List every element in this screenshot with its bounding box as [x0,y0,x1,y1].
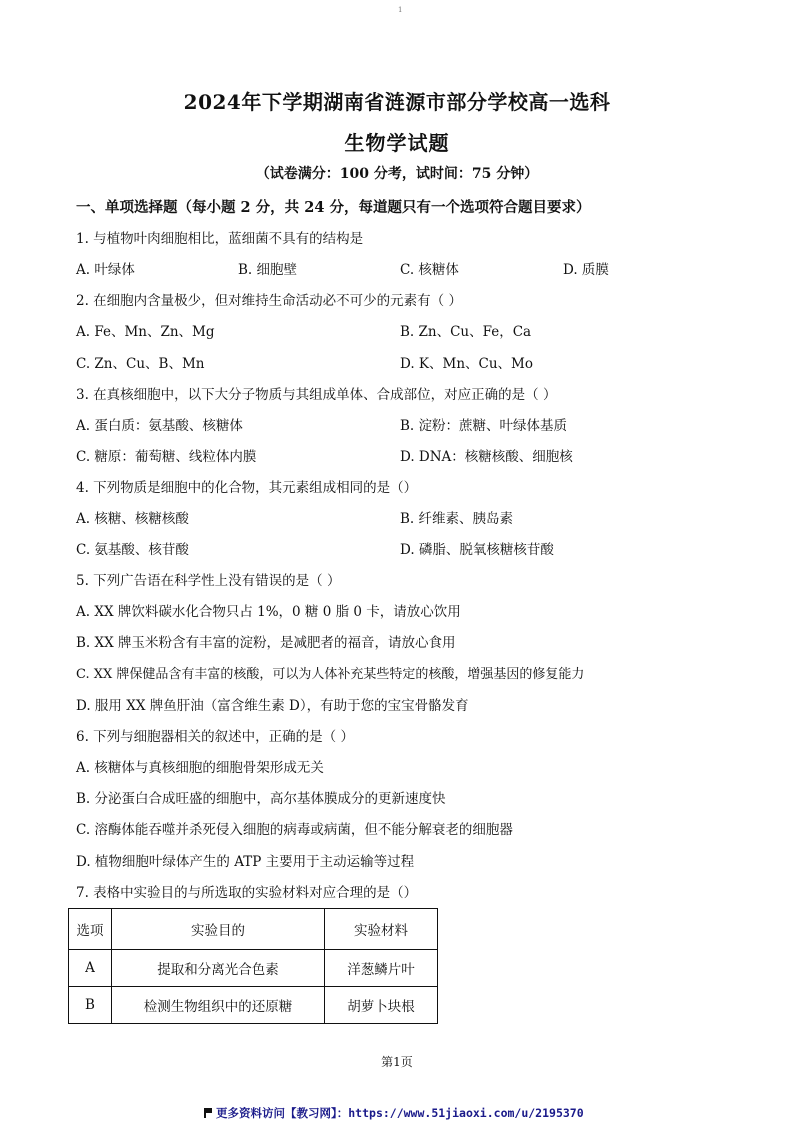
table-header-cell: 实验材料 [325,909,438,950]
question-2-option-a: A. Fe、Mn、Zn、Mg [76,324,215,340]
question-2-option-d: D. K、Mn、Cu、Mo [400,356,534,372]
question-3-option-b: B. 淀粉：蔗糖、叶绿体基质 [400,418,568,434]
exam-info: （试卷满分：100 分考，试时间：75 分钟） [255,166,539,182]
table-cell: 洋葱鳞片叶 [325,950,438,987]
question-1-stem: 1. 与植物叶肉细胞相比，蓝细菌不具有的结构是 [76,231,364,247]
question-3-option-a: A. 蛋白质：氨基酸、核糖体 [76,418,243,434]
flag-icon [204,1108,212,1118]
table-cell: 提取和分离光合色素 [112,950,325,987]
table-cell: A [69,950,112,987]
resource-link-text: 更多资料访问【教习网】：https://www.51jiaoxi.com/u/2195370 [216,1106,584,1120]
question-4-option-d: D. 磷脂、脱氧核糖核苷酸 [400,542,554,558]
table-cell: 检测生物组织中的还原糖 [112,987,325,1024]
question-6-option-d: D. 植物细胞叶绿体产生的 ATP 主要用于主动运输等过程 [76,854,415,870]
question-2-option-c: C. Zn、Cu、B、Mn [76,356,205,372]
table-header-cell: 选项 [69,909,112,950]
exam-title: 2024年下学期湖南省涟源市部分学校高一选科 [183,90,611,114]
question-6-option-c: C. 溶酶体能吞噬并杀死侵入细胞的病毒或病菌，但不能分解衰老的细胞器 [76,822,513,838]
question-4-option-a: A. 核糖、核糖核酸 [76,511,189,527]
question-7-stem: 7. 表格中实验目的与所选取的实验材料对应合理的是（） [76,885,418,901]
page-number: 第1页 [381,1055,413,1069]
question-4-option-b: B. 纤维素、胰岛素 [400,511,514,527]
table-header-cell: 实验目的 [112,909,325,950]
table-row [69,987,438,1024]
experiment-table [68,908,438,1024]
question-2-option-b: B. Zn、Cu、Fe，Ca [400,324,532,340]
question-3-stem: 3. 在真核细胞中，以下大分子物质与其组成单体、合成部位，对应正确的是（ ） [76,387,557,403]
resource-link[interactable] [204,1105,584,1121]
question-6-option-b: B. 分泌蛋白合成旺盛的细胞中，高尔基体膜成分的更新速度快 [76,791,446,807]
question-4-stem: 4. 下列物质是细胞中的化合物，其元素组成相同的是（） [76,480,418,496]
question-1-option-b: B. 细胞壁 [238,262,298,278]
table-cell: B [69,987,112,1024]
table-cell: 胡萝卜块根 [325,987,438,1024]
question-5-option-c: C. XX 牌保健品含有丰富的核酸，可以为人体补充某些特定的核酸，增强基因的修复能力 [76,667,585,682]
question-4-option-c: C. 氨基酸、核苷酸 [76,542,189,558]
question-5-stem: 5. 下列广告语在科学性上没有错误的是（ ） [76,573,341,589]
question-1-option-a: A. 叶绿体 [76,262,135,278]
question-2-stem: 2. 在细胞内含量极少，但对维持生命活动必不可少的元素有（ ） [76,293,462,309]
question-6-option-a: A. 核糖体与真核细胞的细胞骨架形成无关 [76,760,324,776]
table-row [69,950,438,987]
question-1-option-c: C. 核糖体 [400,262,459,278]
question-5-option-b: B. XX 牌玉米粉含有丰富的淀粉，是减肥者的福音，请放心食用 [76,635,456,651]
question-5-option-a: A. XX 牌饮料碳水化合物只占 1%，0 糖 0 脂 0 卡，请放心饮用 [76,604,461,620]
exam-subject: 生物学试题 [344,131,450,155]
question-3-option-d: D. DNA：核糖核酸、细胞核 [400,449,573,465]
table-header-row [69,909,438,950]
question-3-option-c: C. 糖原：葡萄糖、线粒体内膜 [76,449,257,465]
question-5-option-d: D. 服用 XX 牌鱼肝油（富含维生素 D），有助于您的宝宝骨骼发育 [76,698,469,714]
question-1-option-d: D. 质膜 [563,262,609,278]
section-heading: 一、单项选择题（每小题 2 分，共 24 分，每道题只有一个选项符合题目要求） [76,199,591,216]
top-mark: 1 [398,6,403,14]
question-6-stem: 6. 下列与细胞器相关的叙述中，正确的是（ ） [76,729,354,745]
